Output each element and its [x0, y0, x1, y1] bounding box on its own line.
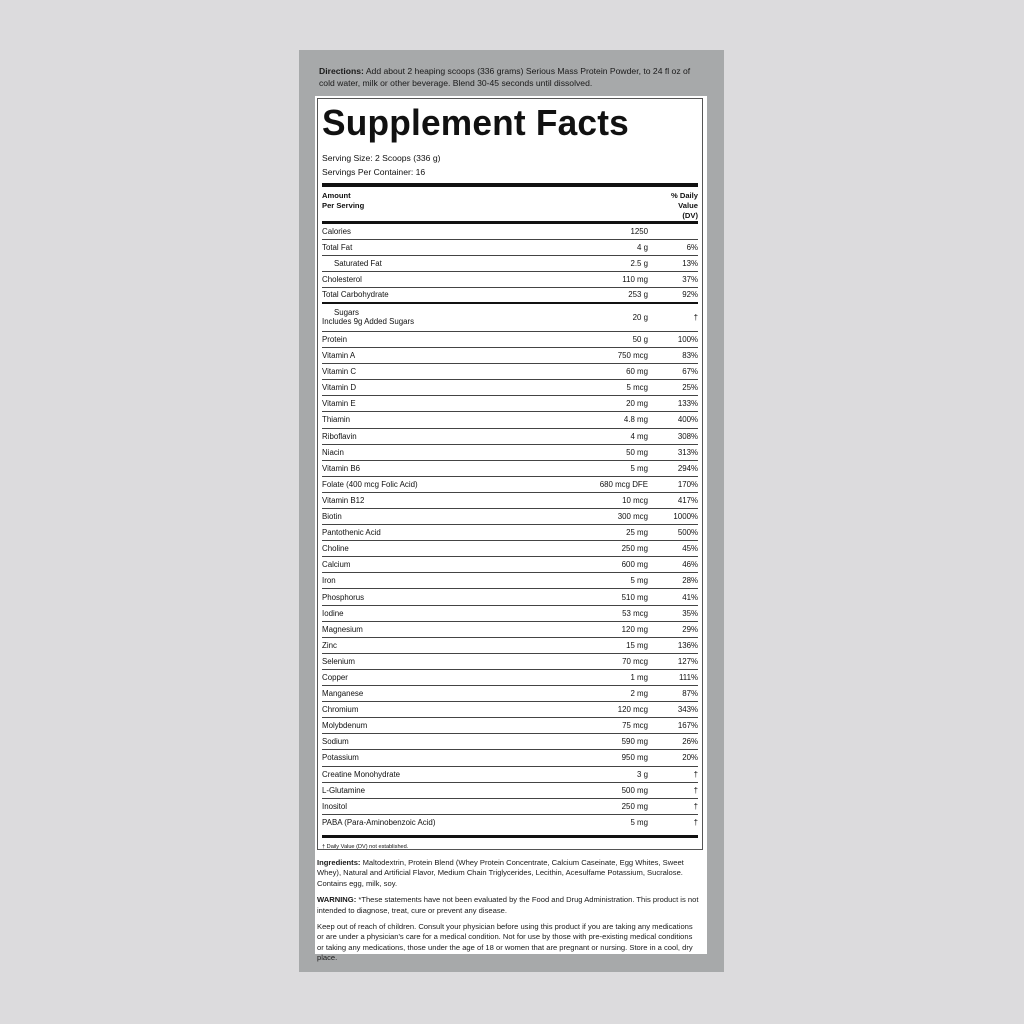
nutrient-name: Sodium: [322, 737, 349, 747]
label-lower-text: [317, 858, 701, 970]
nutrient-daily-value: 67%: [682, 367, 698, 377]
nutrient-name: Calories: [322, 226, 351, 236]
table-row: [322, 799, 698, 815]
ingredients-text: Maltodextrin, Protein Blend (Whey Protein Concentrate, Calcium Caseinate, Egg Whites, Sweet Whey), Natural and Artificial Flavor, Medium Chain Triglycerides, Lecithin, Acesulfame Potassium, Sucralose. Contains egg, milk, soy.: [317, 858, 684, 888]
warning-text: *These statements have not been evaluated by the Food and Drug Administration. This product is not intended to diagnose, treat, cure or prevent any disease.: [317, 895, 699, 915]
nutrient-daily-value: 92%: [682, 290, 698, 300]
nutrient-name: Potassium: [322, 753, 359, 763]
table-row: [322, 429, 698, 445]
table-row: [322, 622, 698, 638]
table-row: [322, 224, 698, 240]
dv-header-line3: (DV): [682, 211, 698, 220]
nutrient-name: Copper: [322, 672, 348, 682]
nutrient-daily-value: 13%: [682, 258, 698, 268]
table-row: [322, 718, 698, 734]
nutrient-daily-value: 167%: [677, 721, 698, 731]
table-row: [322, 525, 698, 541]
nutrient-amount: 250 mg: [621, 801, 648, 811]
nutrient-daily-value: 6%: [686, 242, 698, 252]
nutrient-amount: 60 mg: [626, 367, 648, 377]
table-row: [322, 750, 698, 766]
nutrient-daily-value: 308%: [677, 431, 698, 441]
nutrient-daily-value: †: [693, 801, 698, 811]
nutrient-name: Inositol: [322, 801, 348, 811]
table-row: [322, 332, 698, 348]
table-row: [322, 783, 698, 799]
table-row: [322, 815, 698, 831]
nutrient-daily-value: 294%: [677, 463, 698, 473]
nutrient-amount: 25 mg: [626, 528, 648, 538]
table-row: [322, 589, 698, 605]
nutrient-name: Vitamin D: [322, 383, 357, 393]
table-row: [322, 396, 698, 412]
nutrient-name: Cholesterol: [322, 274, 362, 284]
nutrient-amount: 5 mcg: [626, 383, 648, 393]
nutrient-amount: 500 mg: [621, 785, 648, 795]
nutrient-name-line2: Includes 9g Added Sugars: [322, 317, 415, 327]
table-row: [322, 670, 698, 686]
nutrient-amount: 50 g: [632, 335, 648, 345]
nutrient-name: Biotin: [322, 512, 342, 522]
dv-header-line2: Value: [678, 201, 698, 210]
nutrient-name: Total Fat: [322, 242, 353, 252]
footnote: † Daily Value (DV) not established.: [322, 835, 698, 851]
label-white-area: [315, 96, 707, 963]
nutrient-daily-value: 343%: [677, 705, 698, 715]
table-row: [322, 509, 698, 525]
nutrient-daily-value: 313%: [677, 447, 698, 457]
table-row: [322, 380, 698, 396]
table-row: [322, 304, 698, 332]
ingredients-label: Ingredients:: [317, 858, 361, 867]
nutrient-name: Vitamin B12: [322, 495, 365, 505]
dv-header-line1: % Daily: [670, 191, 698, 200]
nutrient-amount: 1250: [630, 226, 648, 236]
nutrient-name: Vitamin E: [322, 399, 356, 409]
ingredients: [317, 858, 701, 889]
nutrient-name: Selenium: [322, 656, 355, 666]
directions-text: Add about 2 heaping scoops (336 grams) Serious Mass Protein Powder, to 24 fl oz of cold water, milk or other beverage. Blend 30-45 seconds until dissolved.: [319, 66, 691, 88]
amount-per-serving-header: [322, 191, 364, 219]
serving-info: [322, 151, 698, 179]
nutrient-daily-value: 1000%: [673, 512, 698, 522]
serving-size: Serving Size: 2 Scoops (336 g): [322, 153, 441, 163]
nutrient-daily-value: 41%: [682, 592, 698, 602]
nutrient-daily-value: 400%: [677, 415, 698, 425]
nutrient-amount: 75 mcg: [622, 721, 648, 731]
amount-header-line2: Per Serving: [322, 201, 365, 210]
nutrient-amount: 5 mg: [630, 818, 648, 828]
table-row: [322, 654, 698, 670]
nutrient-name-line1: Sugars: [334, 308, 360, 318]
nutrient-amount: 5 mg: [630, 576, 648, 586]
caution-text: Keep out of reach of children. Consult your physician before using this product if you are taking any medications or are under a physician's care for a medical condition. Not for use by those with pre-existing medical conditions or taking any medications, those under the age of 18 or women that are pregnant or nursing. Store in a cool, dry place.: [317, 922, 693, 963]
nutrient-amount: 2.5 g: [630, 258, 648, 268]
nutrient-amount: 50 mg: [626, 447, 648, 457]
nutrient-name: Riboflavin: [322, 431, 357, 441]
nutrient-daily-value: 500%: [677, 528, 698, 538]
nutrient-daily-value: †: [693, 312, 698, 322]
nutrient-daily-value: 170%: [677, 479, 698, 489]
table-row: [322, 445, 698, 461]
table-row: [322, 573, 698, 589]
nutrient-amount: 950 mg: [621, 753, 648, 763]
amount-header-line1: Amount: [322, 191, 351, 200]
table-row: [322, 606, 698, 622]
nutrient-name: Protein: [322, 335, 348, 345]
table-row: [322, 493, 698, 509]
nutrient-daily-value: 26%: [682, 737, 698, 747]
nutrient-amount: 10 mcg: [622, 495, 648, 505]
nutrient-daily-value: †: [693, 785, 698, 795]
label-panel: [299, 50, 724, 972]
nutrient-daily-value: 100%: [677, 335, 698, 345]
table-row: [322, 686, 698, 702]
daily-value-header: [671, 191, 698, 219]
table-row: [322, 240, 698, 256]
nutrient-name: Magnesium: [322, 624, 363, 634]
nutrient-name: Vitamin C: [322, 367, 357, 377]
warning: [317, 895, 701, 916]
nutrient-daily-value: 29%: [682, 624, 698, 634]
nutrient-amount: 53 mcg: [622, 608, 648, 618]
nutrient-name: Zinc: [322, 640, 337, 650]
directions-label: Directions:: [319, 66, 364, 76]
table-row: [322, 702, 698, 718]
nutrient-amount: 120 mg: [621, 624, 648, 634]
nutrient-amount: 1 mg: [630, 672, 648, 682]
directions: [319, 66, 701, 89]
nutrient-daily-value: 25%: [682, 383, 698, 393]
table-row: [322, 461, 698, 477]
facts-title: Supplement Facts: [322, 102, 630, 143]
table-row: [322, 767, 698, 783]
supplement-facts-panel: [317, 98, 703, 850]
nutrient-name: Total Carbohydrate: [322, 290, 389, 300]
nutrient-name: Creatine Monohydrate: [322, 769, 401, 779]
nutrient-amount: 250 mg: [621, 544, 648, 554]
nutrient-rows: [322, 224, 698, 831]
nutrient-name: Molybdenum: [322, 721, 368, 731]
nutrient-amount: 300 mcg: [617, 512, 648, 522]
nutrient-daily-value: 37%: [682, 274, 698, 284]
nutrient-amount: 70 mcg: [622, 656, 648, 666]
nutrient-amount: 590 mg: [621, 737, 648, 747]
nutrient-name: Iron: [322, 576, 336, 586]
nutrient-name: Thiamin: [322, 415, 351, 425]
table-row: [322, 477, 698, 493]
nutrient-name: Vitamin B6: [322, 463, 361, 473]
table-row: [322, 364, 698, 380]
nutrient-daily-value: 46%: [682, 560, 698, 570]
nutrient-daily-value: 417%: [677, 495, 698, 505]
nutrient-name: [322, 308, 538, 326]
servings-per-container: Servings Per Container: 16: [322, 167, 426, 177]
table-row: [322, 541, 698, 557]
nutrient-daily-value: 35%: [682, 608, 698, 618]
nutrient-amount: 3 g: [637, 769, 648, 779]
nutrient-name: PABA (Para-Aminobenzoic Acid): [322, 818, 436, 828]
nutrient-name: Vitamin A: [322, 351, 356, 361]
nutrient-amount: 20 mg: [626, 399, 648, 409]
nutrient-daily-value: 133%: [677, 399, 698, 409]
table-row: [322, 734, 698, 750]
nutrient-amount: 15 mg: [626, 640, 648, 650]
nutrient-daily-value: †: [693, 769, 698, 779]
table-row: [322, 412, 698, 428]
table-row: [322, 638, 698, 654]
nutrient-amount: 253 g: [628, 290, 648, 300]
facts-header-row: [322, 187, 698, 221]
nutrient-amount: 20 g: [632, 312, 648, 322]
table-row: [322, 557, 698, 573]
nutrient-daily-value: 136%: [677, 640, 698, 650]
nutrient-amount: 750 mcg: [617, 351, 648, 361]
table-row: [322, 288, 698, 304]
nutrient-daily-value: 20%: [682, 753, 698, 763]
nutrient-amount: 4.8 mg: [623, 415, 648, 425]
nutrient-name: Pantothenic Acid: [322, 528, 381, 538]
nutrient-amount: 4 mg: [630, 431, 648, 441]
nutrient-daily-value: 83%: [682, 351, 698, 361]
nutrient-daily-value: 111%: [678, 672, 698, 682]
nutrient-amount: 120 mcg: [617, 705, 648, 715]
nutrient-amount: 2 mg: [630, 689, 648, 699]
warning-label: WARNING:: [317, 895, 357, 905]
nutrient-amount: 5 mg: [630, 463, 648, 473]
nutrient-daily-value: 127%: [677, 656, 698, 666]
nutrient-name: Manganese: [322, 689, 364, 699]
nutrient-amount: 600 mg: [621, 560, 648, 570]
nutrient-daily-value: 87%: [682, 689, 698, 699]
nutrient-daily-value: †: [693, 818, 698, 828]
nutrient-amount: 4 g: [637, 242, 648, 252]
nutrient-name: Calcium: [322, 560, 351, 570]
nutrient-name: Iodine: [322, 608, 344, 618]
nutrient-amount: 110 mg: [622, 274, 648, 284]
nutrient-name: Phosphorus: [322, 592, 365, 602]
nutrient-name: Choline: [322, 544, 349, 554]
nutrient-name: Niacin: [322, 447, 344, 457]
nutrient-name: Chromium: [322, 705, 359, 715]
nutrient-name: Saturated Fat: [334, 258, 382, 268]
table-row: [322, 256, 698, 272]
nutrient-daily-value: 28%: [682, 576, 698, 586]
nutrient-name: L-Glutamine: [322, 785, 365, 795]
nutrient-name: Folate (400 mcg Folic Acid): [322, 479, 418, 489]
nutrient-amount: 510 mg: [621, 592, 648, 602]
table-row: [322, 348, 698, 364]
table-row: [322, 272, 698, 288]
nutrient-daily-value: 45%: [682, 544, 698, 554]
nutrient-amount: 680 mcg DFE: [599, 479, 648, 489]
